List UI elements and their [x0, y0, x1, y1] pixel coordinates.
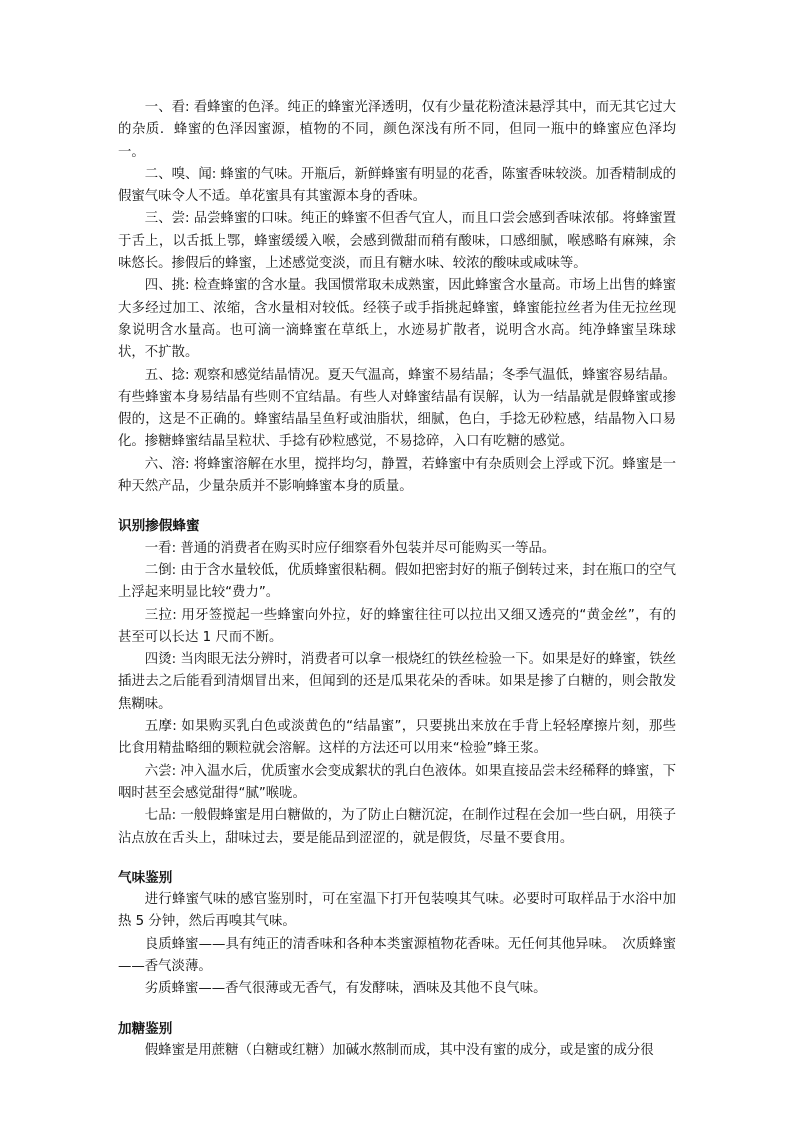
sugar-paragraph-1: 假蜂蜜是用蔗糖（白糖或红糖）加碱水熬制而成，其中没有蜜的成分，或是蜜的成分很 [144, 1042, 654, 1058]
smell-paragraph-1: 进行蜂蜜气味的感官鉴别时，可在室温下打开包装嗅其气味。必要时可取样品于水浴中加热 5 分钟，然后再嗅其气味。 [118, 892, 676, 930]
paragraph-pick: 四、挑: 检查蜂蜜的含水量。我国惯常取未成熟蜜，因此蜂蜜含水量高。市场上出售的蜂蜜大多经过加工、浓缩，含水量相对较低。经筷子或手指挑起蜂蜜，蜂蜜能拉丝者为佳无拉丝现象说明含水量高。也可滴一滴蜂蜜在草纸上，水迹易扩散者，说明含水高。纯净蜂蜜呈珠球状，不扩散。 [118, 278, 676, 361]
paragraph-look: 一、看: 看蜂蜜的色泽。纯正的蜂蜜光泽透明，仅有少量花粉渣沫悬浮其中，而无其它过大的杂质．蜂蜜的色泽因蜜源，植物的不同，颜色深浅有所不同，但同一瓶中的蜂蜜应色泽均一。 [118, 100, 676, 160]
identify-item-5: 五摩: 如果购买乳白色或淡黄色的“结晶蜜”，只要挑出来放在手背上轻轻摩擦片刻，那些比食用精盐略细的颗粒就会溶解。这样的方法还可以用来“检验”蜂王浆。 [118, 719, 676, 757]
paragraph-smell: 二、嗅、闻: 蜂蜜的气味。开瓶后，新鲜蜂蜜有明显的花香，陈蜜香味较淡。加香精制成的假蜜气味令人不适。单花蜜具有其蜜源本身的香味。 [118, 166, 676, 205]
sugar-section [118, 1018, 676, 1063]
section-heading-sugar: 加糖鉴别 [118, 1020, 173, 1037]
smell-paragraph-2: 良质蜂蜜——具有纯正的清香味和各种本类蜜源植物花香味。无任何其他异味。 次质蜂蜜——香气淡薄。 [118, 936, 676, 974]
identify-item-2: 二倒: 由于含水量较低，优质蜂蜜很粘稠。假如把密封好的瓶子倒转过来，封在瓶口的空气上浮起来明显比较“费力”。 [118, 562, 676, 601]
identify-section [118, 515, 676, 849]
paragraph-dissolve: 六、溶: 将蜂蜜溶解在水里，搅拌均匀，静置，若蜂蜜中有杂质则会上浮或下沉。蜂蜜是一种天然产品，少量杂质并不影响蜂蜜本身的质量。 [118, 456, 676, 495]
identify-item-6: 六尝: 冲入温水后，优质蜜水会变成絮状的乳白色液体。如果直接品尝未经稀释的蜂蜜，下咽时甚至会感觉甜得“腻”喉咙。 [118, 763, 676, 801]
section-heading-smell: 气味鉴别 [118, 869, 173, 886]
intro-section [118, 97, 676, 498]
section-heading-identify: 识别掺假蜂蜜 [118, 518, 200, 535]
smell-section [118, 867, 676, 1001]
identify-item-4: 四烫: 当肉眼无法分辨时，消费者可以拿一根烧红的铁丝检验一下。如果是好的蜂蜜，铁丝插进去之后能看到清烟冒出来，但闻到的还是瓜果花朵的香味。如果是掺了白糖的，则会散发焦糊味。 [118, 652, 676, 712]
document-page [118, 97, 676, 1062]
smell-paragraph-3: 劣质蜂蜜——香气很薄或无香气，有发酵味，酒味及其他不良气味。 [144, 981, 547, 997]
identify-item-3: 三拉: 用牙签搅起一些蜂蜜向外拉，好的蜂蜜往往可以拉出又细又透亮的“黄金丝”，有的甚至可以长达 1 尺而不断。 [118, 607, 676, 645]
identify-item-7: 七品: 一般假蜂蜜是用白糖做的，为了防止白糖沉淀，在制作过程在会加一些白矾，用筷子沾点放在舌头上，甜味过去，要是能品到涩涩的，就是假货，尽量不要食用。 [118, 808, 676, 846]
identify-item-1: 一看: 普通的消费者在购买时应仔细察看外包装并尽可能购买一等品。 [144, 540, 556, 556]
paragraph-taste: 三、尝: 品尝蜂蜜的口味。纯正的蜂蜜不但香气宜人，而且口尝会感到香味浓郁。将蜂蜜置于舌上，以舌抵上鄂，蜂蜜缓缓入喉，会感到微甜而稍有酸味，口感细腻，喉感略有麻辣，余味悠长。掺假后的蜂蜜，上述感觉变淡，而且有糖水味、较浓的酸味或咸味等。 [118, 211, 676, 272]
paragraph-rub: 五、捻: 观察和感觉结晶情况。夏天气温高，蜂蜜不易结晶；冬季气温低，蜂蜜容易结晶。有些蜂蜜本身易结晶有些则不宜结晶。有些人对蜂蜜结晶有误解，认为一结晶就是假蜂蜜或掺假的，这是不正确的。蜂蜜结晶呈鱼籽或油脂状，细腻，色白，手捻无砂粒感，结晶物入口易化。掺糖蜂蜜结晶呈粒状、手捻有砂粒感觉，不易捻碎，入口有吃糖的感觉。 [118, 367, 676, 450]
